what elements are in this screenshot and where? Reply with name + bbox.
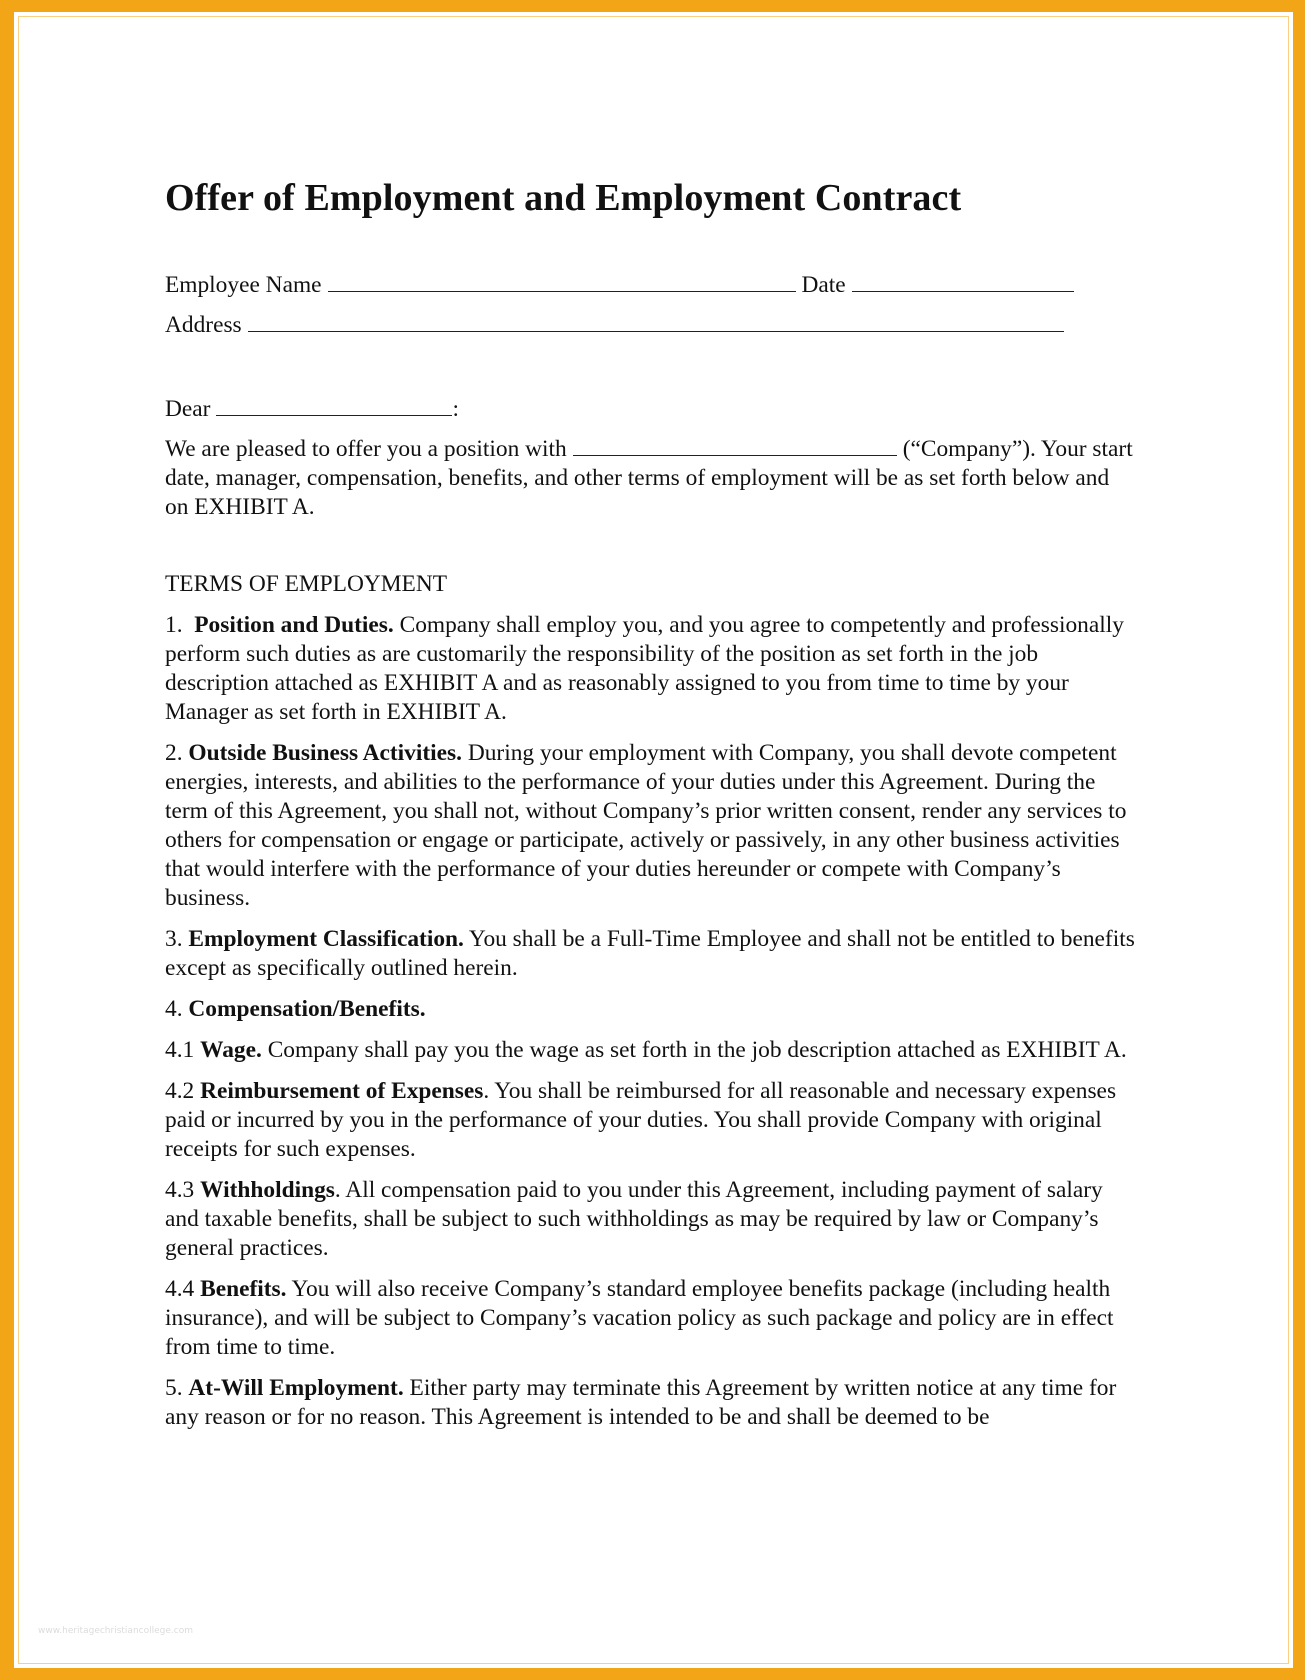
clause-text: During your employment with Company, you shall devote competent energies, interests, and abilities to the performance of your duties under this Agreement. During the term of this Agreement, you shall not, without Company’s prior written consent, render any services to others for compensation or engage or participate, actively or passively, in any other business activities that would interfere with the performance of your duties hereunder or compete with Company’s business. <box>165 740 1127 911</box>
date-blank[interactable] <box>852 271 1074 292</box>
intro-line1-suffix: (“Company”). <box>902 436 1036 462</box>
spacer <box>165 351 1135 395</box>
clause-heading: Employment Classification. <box>188 926 464 952</box>
clause-heading: At-Will Employment. <box>188 1375 404 1401</box>
clause-5 <box>165 1374 1135 1432</box>
clause-4-1 <box>165 1036 1135 1065</box>
clause-text: Company shall employ you, and you agree to competently and professionally perform such duties as are customarily the responsibility of the position as set forth in the job description attached as EXHIBIT A and as reasonably assigned to you from time to time by your Manager as set forth in EXHIBIT A. <box>165 612 1124 725</box>
clause-text: You shall be a Full-Time Employee and shall not be entitled to benefits except as specifically outlined herein. <box>165 926 1135 981</box>
salutation-prefix: Dear <box>165 396 211 422</box>
clause-4-4 <box>165 1275 1135 1362</box>
clause-2 <box>165 739 1135 913</box>
intro-line1-prefix: We are pleased to offer you a position with <box>165 436 567 462</box>
date-label: Date <box>801 272 846 298</box>
clause-text: . You shall be reimbursed for all reasonable and necessary expenses paid or incurred by you in the performance of your duties. You shall provide Company with original receipts for such expenses. <box>165 1078 1117 1162</box>
employee-name-row <box>165 271 1135 311</box>
clause-text: You will also receive Company’s standard employee benefits package (including health insurance), and will be subject to Company’s vacation policy as such package and policy are in effect from time to time. <box>165 1276 1114 1360</box>
section-title: TERMS OF EMPLOYMENT <box>165 571 448 597</box>
clause-number: 2. <box>165 740 183 766</box>
clause-number: 4.2 <box>165 1078 195 1104</box>
document-title: Offer of Employment and Employment Contract <box>165 177 962 219</box>
intro-rest: Your start date, manager, compensation, benefits, and other terms of employment will be as set forth below and on EXHIBIT A. <box>165 436 1133 520</box>
clause-heading: Wage. <box>200 1037 262 1063</box>
clause-4-2 <box>165 1077 1135 1164</box>
address-blank[interactable] <box>248 311 1064 332</box>
clause-number: 5. <box>165 1375 183 1401</box>
employee-name-blank[interactable] <box>328 271 796 292</box>
clause-number: 4.3 <box>165 1177 195 1203</box>
clause-heading: Outside Business Activities. <box>188 740 462 766</box>
clause-heading: Benefits. <box>200 1276 287 1302</box>
company-name-blank[interactable] <box>573 437 897 456</box>
salutation-suffix: : <box>452 396 459 422</box>
recipient-blank[interactable] <box>216 395 452 416</box>
clause-1 <box>165 611 1135 727</box>
clause-text: . All compensation paid to you under this Agreement, including payment of salary and taxable benefits, shall be subject to such withholdings as may be required by law or Company’s general practices. <box>165 1177 1103 1261</box>
clause-3 <box>165 925 1135 983</box>
clause-heading: Withholdings <box>200 1177 335 1203</box>
clause-number: 3. <box>165 926 183 952</box>
clause-number: 4.1 <box>165 1037 195 1063</box>
clause-heading: Reimbursement of Expenses <box>200 1078 484 1104</box>
clause-heading: Compensation/Benefits. <box>188 996 426 1022</box>
clause-text: Either party may terminate this Agreement by written notice at any time for any reason or for no reason. This Agreement is intended to be and shall be deemed to be <box>165 1375 1117 1430</box>
employee-name-label: Employee Name <box>165 272 322 298</box>
clause-heading: Position and Duties. <box>194 612 394 638</box>
clause-number: 4. <box>165 996 183 1022</box>
clause-text: Company shall pay you the wage as set forth in the job description attached as EXHIBIT A. <box>267 1037 1127 1063</box>
clause-4-3 <box>165 1176 1135 1263</box>
intro-paragraph <box>165 435 1135 522</box>
salutation-row <box>165 395 1135 435</box>
watermark-text: www.heritagechristiancollege.com <box>38 1626 193 1636</box>
clause-number: 1. <box>165 612 183 638</box>
address-row <box>165 311 1135 351</box>
address-label: Address <box>165 312 242 338</box>
clause-4 <box>165 995 1135 1024</box>
clause-number: 4.4 <box>165 1276 195 1302</box>
document-page <box>165 175 1135 1444</box>
